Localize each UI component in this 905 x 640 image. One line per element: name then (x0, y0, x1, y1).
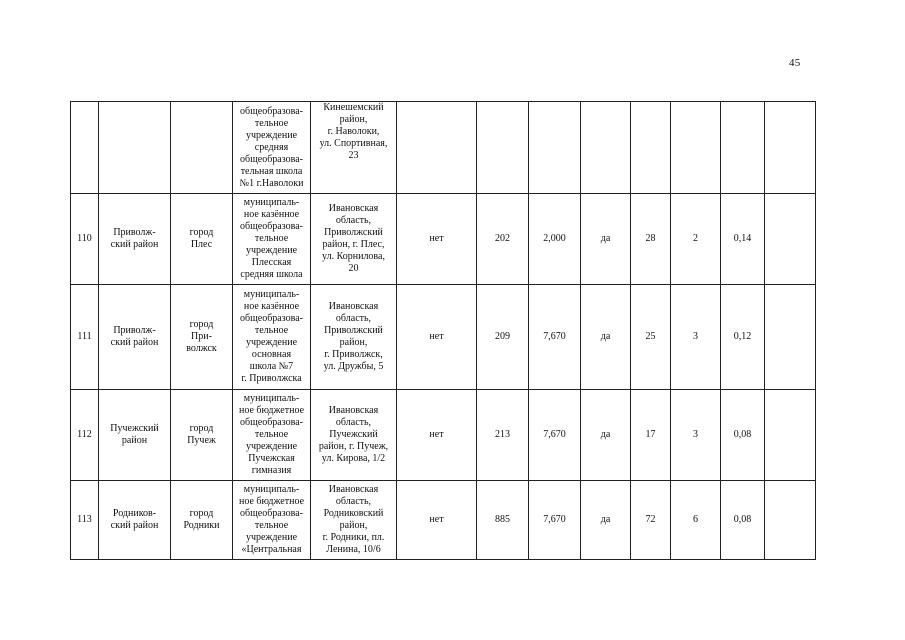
cell-line: общеобразова- (239, 313, 303, 324)
cell-col11: 6 (671, 481, 721, 560)
cell-line: область, (335, 496, 372, 507)
cell-line: Ивановская (328, 203, 379, 214)
cell-locality (171, 481, 233, 560)
cell-line: ский район (110, 239, 159, 250)
cell-organization (233, 285, 311, 390)
cell-line: тельное (254, 117, 289, 129)
cell-line: Приволжский (324, 227, 383, 238)
cell-num: 111 (71, 285, 99, 390)
cell-line: тельное (254, 233, 289, 244)
cell-line: основная (251, 349, 292, 360)
cell-line: средняя (254, 141, 289, 153)
cell-col8: 7,670 (529, 481, 581, 560)
cell-line: муниципаль- (243, 197, 300, 208)
cell-line: ул. Спортивная, (319, 138, 388, 149)
cell-col13 (765, 390, 816, 481)
cell-locality (171, 390, 233, 481)
cell-col11: 2 (671, 194, 721, 285)
cell-line: Приволж- (113, 325, 156, 336)
cell-line: Пучежская (248, 453, 295, 464)
cell-line: ул. Корнилова, (322, 251, 385, 262)
cell-address (311, 194, 397, 285)
cell-col6 (397, 102, 477, 194)
cell-col7: 209 (477, 285, 529, 390)
cell-col12: 0,12 (721, 285, 765, 390)
cell-line: Ивановская (328, 484, 379, 495)
cell-address (311, 285, 397, 390)
cell-col9: да (581, 390, 631, 481)
cell-line: общеобразова- (239, 417, 303, 428)
cell-col6: нет (397, 481, 477, 560)
cell-address (311, 481, 397, 560)
cell-line: общеобразова- (239, 221, 303, 232)
cell-line: ное казённое (243, 209, 300, 220)
cell-line: область, (335, 313, 372, 324)
cell-line: Плесская (251, 257, 292, 268)
cell-line: Ивановская (328, 405, 379, 416)
cell-line: г. Приволжска (241, 373, 302, 384)
cell-line: Родниковский (323, 508, 384, 519)
cell-col8 (529, 102, 581, 194)
cell-line: общеобразова- (239, 105, 303, 117)
cell-line: Пучеж (187, 435, 216, 446)
table-row (71, 390, 816, 481)
cell-district (99, 194, 171, 285)
cell-line: ский район (110, 520, 159, 531)
cell-line: Приволжский (324, 325, 383, 336)
cell-line: ул. Дружбы, 5 (323, 361, 384, 372)
cell-line: область, (335, 215, 372, 226)
cell-num (71, 102, 99, 194)
cell-col10: 72 (631, 481, 671, 560)
cell-col8: 7,670 (529, 285, 581, 390)
cell-col6: нет (397, 390, 477, 481)
cell-line: «Центральная (241, 544, 302, 555)
cell-col7 (477, 102, 529, 194)
cell-col12 (721, 102, 765, 194)
cell-line: г. Приволжск, (324, 349, 383, 360)
cell-line: район, (339, 114, 368, 125)
cell-line: 23 (348, 150, 359, 161)
cell-line: учреждение (245, 337, 298, 348)
cell-locality (171, 285, 233, 390)
cell-line: тельное (254, 520, 289, 531)
cell-line: муниципаль- (243, 484, 300, 495)
cell-num: 113 (71, 481, 99, 560)
cell-district (99, 390, 171, 481)
cell-line: Пучежский (110, 423, 159, 434)
cell-line: общеобразова- (239, 508, 303, 519)
cell-line: тельное (254, 429, 289, 440)
cell-line: г. Родники, пл. (322, 532, 385, 543)
cell-line: учреждение (245, 441, 298, 452)
cell-col13 (765, 285, 816, 390)
cell-line: Ивановская (328, 301, 379, 312)
cell-col12: 0,14 (721, 194, 765, 285)
cell-col13 (765, 194, 816, 285)
cell-line: район, (339, 337, 368, 348)
cell-col11: 3 (671, 285, 721, 390)
cell-line: ное казённое (243, 301, 300, 312)
cell-address (311, 390, 397, 481)
cell-organization (233, 390, 311, 481)
cell-line: область, (335, 417, 372, 428)
cell-line: Родников- (112, 508, 157, 519)
cell-organization (233, 102, 311, 194)
cell-line: учреждение (245, 245, 298, 256)
cell-col10: 17 (631, 390, 671, 481)
page-number: 45 (789, 57, 801, 69)
cell-line: Плес (190, 239, 213, 250)
cell-col9: да (581, 194, 631, 285)
cell-line: г. Наволоки, (327, 126, 380, 137)
cell-line: город (189, 508, 214, 519)
cell-num: 110 (71, 194, 99, 285)
schools-table (70, 101, 816, 560)
cell-district (99, 481, 171, 560)
cell-line: Приволж- (113, 227, 156, 238)
cell-line: ский район (110, 337, 159, 348)
cell-line: район (121, 435, 148, 446)
cell-line: город (189, 319, 214, 330)
table-row-continued (71, 102, 816, 194)
table-row (71, 285, 816, 390)
cell-line: район, г. Пучеж, (318, 441, 389, 452)
table-row (71, 194, 816, 285)
cell-col12: 0,08 (721, 481, 765, 560)
cell-col6: нет (397, 194, 477, 285)
cell-line: школа №7 (249, 361, 294, 372)
cell-col10: 28 (631, 194, 671, 285)
cell-col11: 3 (671, 390, 721, 481)
cell-line: район, г. Плес, (322, 239, 385, 250)
cell-line: Пучежский (329, 429, 378, 440)
cell-line: ул. Кирова, 1/2 (321, 453, 386, 464)
cell-col10 (631, 102, 671, 194)
cell-line: 20 (348, 263, 359, 274)
cell-col8: 2,000 (529, 194, 581, 285)
cell-locality (171, 194, 233, 285)
cell-line: Кинешемский (323, 102, 384, 113)
cell-line: учреждение (245, 532, 298, 543)
cell-line: учреждение (245, 129, 298, 141)
cell-line: №1 г.Наволоки (239, 177, 304, 189)
cell-line: Ленина, 10/6 (326, 544, 381, 555)
cell-line: город (189, 423, 214, 434)
cell-line: муниципаль- (243, 393, 300, 404)
cell-line: гимназия (251, 465, 292, 476)
cell-district (99, 285, 171, 390)
cell-line: ное бюджетное (238, 496, 305, 507)
cell-col6: нет (397, 285, 477, 390)
cell-col9: да (581, 285, 631, 390)
cell-col11 (671, 102, 721, 194)
cell-col7: 885 (477, 481, 529, 560)
cell-line: тельное (254, 325, 289, 336)
cell-col9: да (581, 481, 631, 560)
cell-locality (171, 102, 233, 194)
cell-line: тельная школа (240, 165, 303, 177)
cell-organization (233, 194, 311, 285)
cell-address (311, 102, 397, 194)
cell-organization (233, 481, 311, 560)
cell-line: общеобразова- (239, 153, 303, 165)
cell-line: город (189, 227, 214, 238)
cell-line: муниципаль- (243, 289, 300, 300)
cell-col10: 25 (631, 285, 671, 390)
cell-col13 (765, 102, 816, 194)
cell-line: волжск (186, 343, 217, 354)
cell-line: район, (339, 520, 368, 531)
cell-col12: 0,08 (721, 390, 765, 481)
cell-col13 (765, 481, 816, 560)
cell-num: 112 (71, 390, 99, 481)
cell-line: При- (191, 331, 212, 342)
cell-line: ное бюджетное (238, 405, 305, 416)
table-row (71, 481, 816, 560)
cell-col7: 202 (477, 194, 529, 285)
cell-col8: 7,670 (529, 390, 581, 481)
cell-col7: 213 (477, 390, 529, 481)
cell-col9 (581, 102, 631, 194)
cell-line: Родники (183, 520, 220, 531)
cell-line: средняя школа (240, 269, 303, 280)
cell-district (99, 102, 171, 194)
